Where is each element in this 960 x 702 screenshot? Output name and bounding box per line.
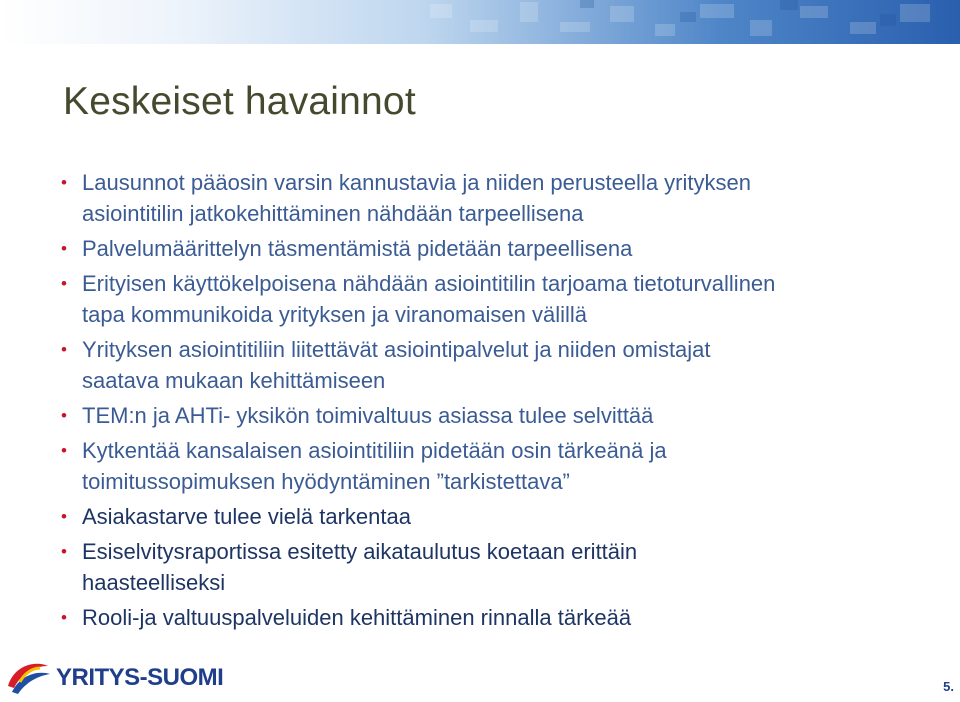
bullet-marker-icon: •: [61, 239, 67, 258]
bullet-text: Lausunnot pääosin varsin kannustavia ja niiden perusteella yrityksen asiointitilin jatkokehittäminen nähdään tarpeellisena: [82, 170, 751, 226]
bullet-text: Erityisen käyttökelpoisena nähdään asiointitilin tarjoama tietoturvallinen tapa kommunikoida yrityksen ja viranomaisen välillä: [82, 271, 776, 327]
bullet-marker-icon: •: [61, 507, 67, 526]
header-band: [0, 0, 960, 44]
slide-title: Keskeiset havainnot: [63, 80, 416, 123]
page-number: 5.: [943, 679, 954, 694]
bullet-marker-icon: •: [61, 340, 67, 359]
bullet-marker-icon: •: [61, 173, 67, 192]
bullet-item: [60, 400, 940, 431]
bullet-marker-icon: •: [61, 441, 67, 460]
header-pattern: [0, 0, 960, 44]
bullet-text: Rooli-ja valtuuspalveluiden kehittäminen rinnalla tärkeää: [82, 605, 632, 630]
bullet-text: Kytkentää kansalaisen asiointitiliin pidetään osin tärkeänä ja toimitussopimuksen hyödyntäminen ”tarkistettava”: [82, 438, 667, 494]
bullet-item: [60, 268, 940, 330]
bullet-item: [60, 334, 940, 396]
bullet-marker-icon: •: [61, 542, 67, 561]
bullet-marker-icon: •: [61, 274, 67, 293]
bullet-item: [60, 233, 940, 264]
bullet-text: Yrityksen asiointitiliin liitettävät asiointipalvelut ja niiden omistajat saatava mukaan kehittämiseen: [82, 337, 711, 393]
bullet-item: [60, 167, 940, 229]
bullet-text: Palvelumäärittelyn täsmentämistä pidetään tarpeellisena: [82, 236, 633, 261]
bullet-item: [60, 435, 940, 497]
bullet-item: [60, 602, 940, 633]
logo-text: YRITYS-SUOMI: [56, 664, 224, 691]
bullet-list: [60, 167, 940, 637]
bullet-item: [60, 501, 940, 532]
bullet-marker-icon: •: [61, 406, 67, 425]
bullet-text: TEM:n ja AHTi- yksikön toimivaltuus asiassa tulee selvittää: [82, 403, 654, 428]
logo-swoosh-icon: [4, 656, 54, 698]
bullet-marker-icon: •: [61, 608, 67, 627]
bullet-text: Asiakastarve tulee vielä tarkentaa: [82, 504, 411, 529]
yritys-suomi-logo: [4, 656, 224, 698]
bullet-text: Esiselvitysraportissa esitetty aikataulutus koetaan erittäin haasteelliseksi: [82, 539, 638, 595]
bullet-item: [60, 536, 940, 598]
